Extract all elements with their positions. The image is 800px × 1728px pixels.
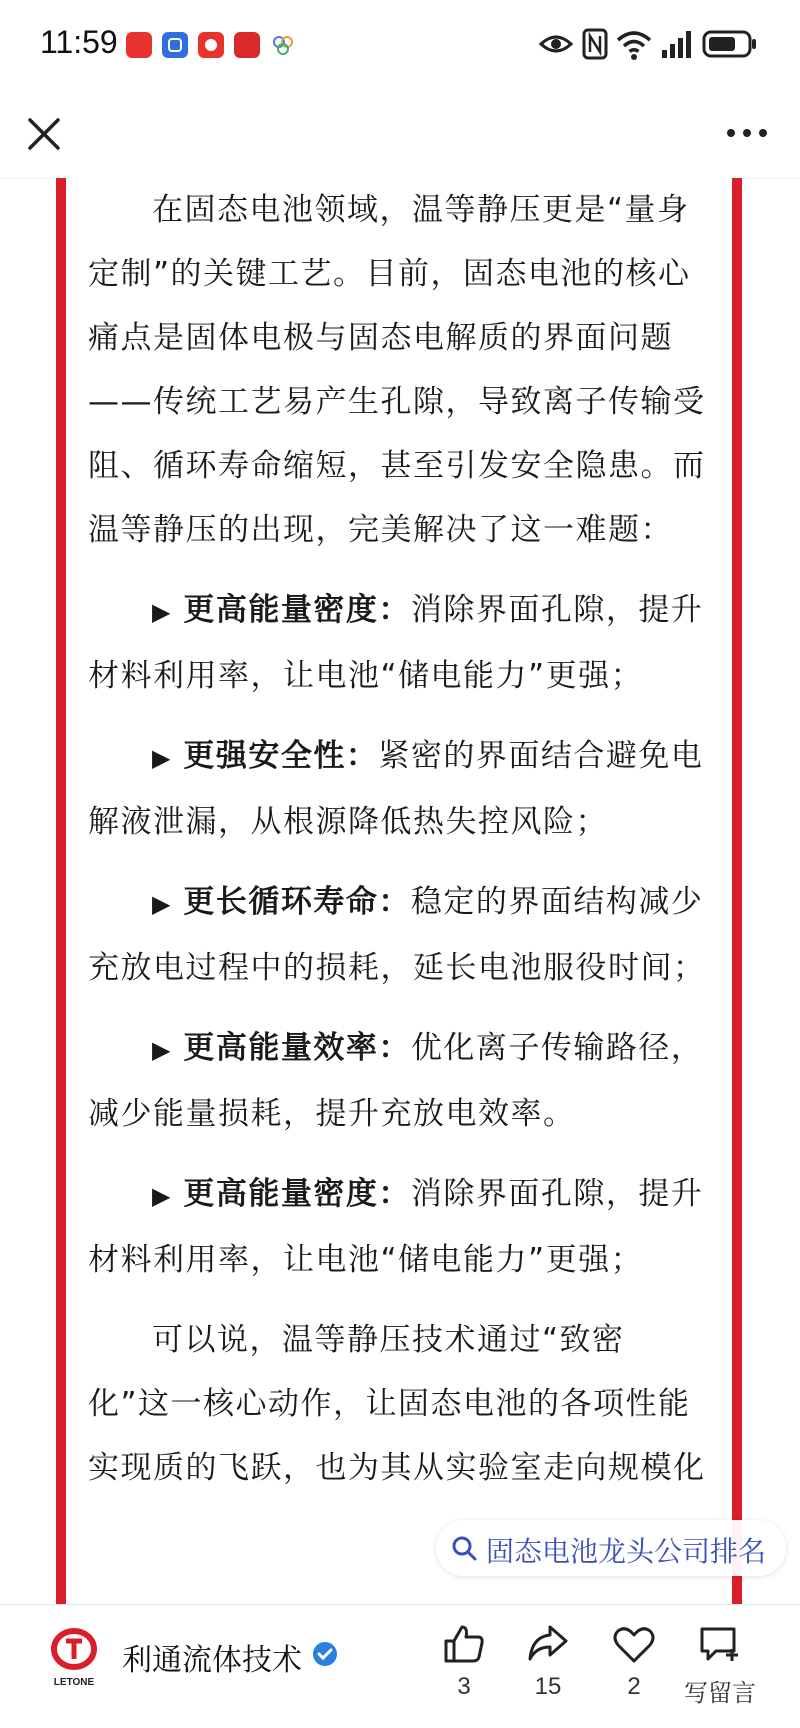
bullet-lead: 更高能量密度： xyxy=(183,592,411,628)
thumbs-up-icon xyxy=(442,1623,486,1665)
favorite-button[interactable] xyxy=(594,1623,674,1719)
related-search-chip[interactable] xyxy=(436,1520,786,1576)
status-bar xyxy=(0,0,800,92)
search-chip-label: 固态电池龙头公司排名 xyxy=(486,1535,767,1568)
like-count: 3 xyxy=(457,1673,471,1700)
close-icon[interactable] xyxy=(22,112,66,156)
huawei-app-icon xyxy=(126,32,152,58)
article-body xyxy=(56,178,742,1604)
bullet-item xyxy=(88,724,706,854)
bottom-action-bar xyxy=(0,1604,800,1728)
share-icon xyxy=(526,1623,570,1665)
more-icon[interactable] xyxy=(722,118,772,148)
arrow-icon: ▶ xyxy=(152,744,172,772)
share-count: 15 xyxy=(534,1673,562,1700)
nfc-icon xyxy=(582,26,608,66)
closing-paragraph: 可以说，温等静压技术通过“致密化”这一核心动作，让固态电池的各项性能实现质的飞跃，也为其从实验室走向规模化 xyxy=(88,1322,706,1486)
bullet-item xyxy=(88,870,706,1000)
article-border-right xyxy=(732,178,742,1604)
wifi-icon xyxy=(614,26,654,66)
bullet-lead: 更强安全性： xyxy=(183,738,379,774)
bullet-text: 优化离子传输路径，减少能量损耗，提升充放电效率。 xyxy=(88,1030,704,1132)
logo-text: LETONE xyxy=(53,1677,95,1688)
intro-paragraph: 在固态电池领域，温等静压更是“量身定制”的关键工艺。目前，固态电池的核心痛点是固体电极与固态电解质的界面问题——传统工艺易产生孔隙，导致离子传输受阻、循环寿命缩短，甚至引发安全隐患。而温等静压的出现，完美解决了这一难题： xyxy=(88,192,706,548)
petal-icon xyxy=(270,32,296,62)
red-app-icon xyxy=(198,32,224,58)
bullet-text: 紧密的界面结合避免电解液泄漏，从根源降低热失控风险； xyxy=(88,738,704,840)
bullet-lead: 更高能量效率： xyxy=(183,1030,411,1066)
comment-label: 写留言 xyxy=(684,1680,756,1707)
battery-icon xyxy=(702,26,758,66)
heart-icon xyxy=(612,1623,656,1665)
bullet-item xyxy=(88,578,706,708)
article-border-left xyxy=(56,178,66,1604)
status-time: 11:59 xyxy=(40,24,118,60)
top-nav-bar xyxy=(0,92,800,179)
bullet-lead: 更长循环寿命： xyxy=(183,884,411,920)
blue-app-icon xyxy=(162,32,188,58)
arrow-icon: ▶ xyxy=(152,598,172,626)
eye-icon xyxy=(538,26,574,66)
arrow-icon: ▶ xyxy=(152,1036,172,1064)
arrow-icon: ▶ xyxy=(152,890,172,918)
account-logo[interactable] xyxy=(46,1627,102,1691)
favorite-count: 2 xyxy=(627,1673,641,1700)
bullet-lead: 更高能量密度： xyxy=(183,1176,411,1212)
verified-badge-icon xyxy=(312,1641,338,1667)
bullet-text: 稳定的界面结构减少充放电过程中的损耗，延长电池服役时间； xyxy=(88,884,706,986)
account-name[interactable]: 利通流体技术 xyxy=(122,1643,302,1678)
share-button[interactable] xyxy=(508,1623,588,1719)
arrow-icon: ▶ xyxy=(152,1182,172,1210)
bullet-text: 消除界面孔隙，提升材料利用率，让电池“储电能力”更强； xyxy=(88,1176,704,1278)
comment-add-icon xyxy=(698,1623,742,1665)
news-app-icon xyxy=(234,32,260,58)
bullet-text: 消除界面孔隙，提升材料利用率，让电池“储电能力”更强； xyxy=(88,592,704,694)
bullet-item xyxy=(88,1016,706,1146)
like-button[interactable] xyxy=(424,1623,504,1719)
search-icon xyxy=(450,1534,478,1562)
bullet-item xyxy=(88,1162,706,1292)
signal-icon xyxy=(660,26,694,66)
write-comment-button[interactable] xyxy=(680,1623,760,1719)
